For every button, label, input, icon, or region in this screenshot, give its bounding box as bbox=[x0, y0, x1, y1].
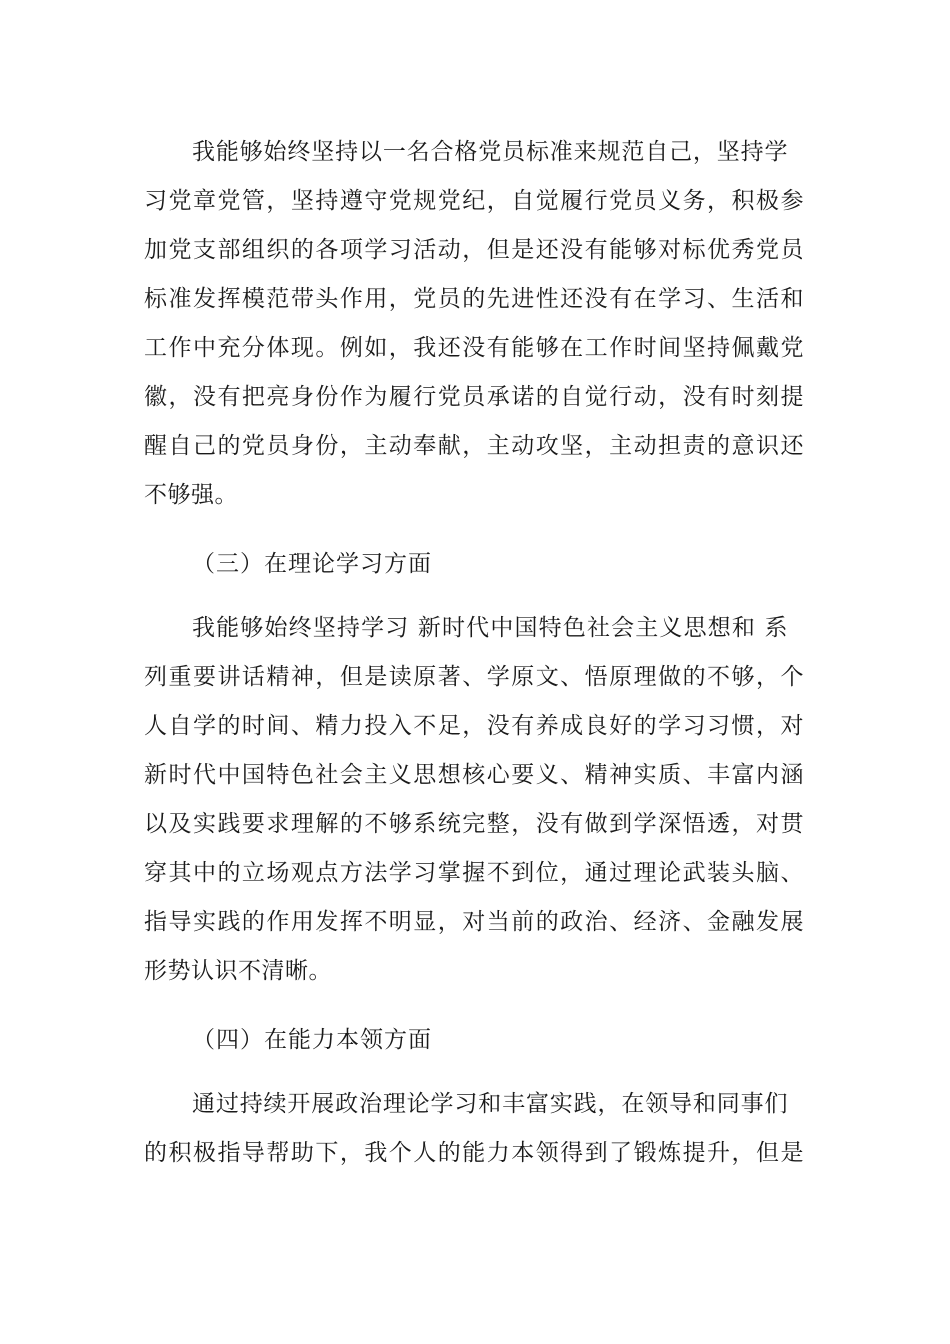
paragraph-line: 形势认识不清晰。 bbox=[144, 958, 332, 984]
paragraph-line: 我能够始终坚持以一名合格党员标准来规范自己，坚持学 bbox=[192, 139, 788, 165]
paragraph-line: 习党章党管，坚持遵守党规党纪，自觉履行党员义务，积极参 bbox=[144, 188, 804, 214]
paragraph-line: 以及实践要求理解的不够系统完整，没有做到学深悟透，对贯 bbox=[144, 811, 804, 837]
section-heading-ability: （四）在能力本领方面 bbox=[192, 1027, 432, 1053]
paragraph-line: 加党支部组织的各项学习活动，但是还没有能够对标优秀党员 bbox=[144, 237, 804, 263]
paragraph-line: 新时代中国特色社会主义思想核心要义、精神实质、丰富内涵 bbox=[144, 762, 804, 788]
section-heading-theory-study: （三）在理论学习方面 bbox=[192, 551, 432, 577]
paragraph-line: 指导实践的作用发挥不明显，对当前的政治、经济、金融发展 bbox=[144, 909, 804, 935]
paragraph-line: 不够强。 bbox=[144, 482, 238, 508]
paragraph-line: 穿其中的立场观点方法学习掌握不到位，通过理论武装头脑、 bbox=[144, 860, 804, 886]
paragraph-line: 人自学的时间、精力投入不足，没有养成良好的学习习惯，对 bbox=[144, 713, 804, 739]
paragraph-line: 工作中充分体现。例如，我还没有能够在工作时间坚持佩戴党 bbox=[144, 335, 804, 361]
paragraph-line: 醒自己的党员身份，主动奉献，主动攻坚，主动担责的意识还 bbox=[144, 433, 804, 459]
paragraph-line: 徽，没有把亮身份作为履行党员承诺的自觉行动，没有时刻提 bbox=[144, 384, 804, 410]
paragraph-line: 标准发挥模范带头作用，党员的先进性还没有在学习、生活和 bbox=[144, 286, 804, 312]
paragraph-line: 列重要讲话精神，但是读原著、学原文、悟原理做的不够，个 bbox=[144, 664, 804, 690]
paragraph-line: 我能够始终坚持学习 新时代中国特色社会主义思想和 系 bbox=[192, 615, 788, 641]
paragraph-line: 的积极指导帮助下，我个人的能力本领得到了锻炼提升，但是 bbox=[144, 1140, 804, 1166]
paragraph-line: 通过持续开展政治理论学习和丰富实践，在领导和同事们 bbox=[192, 1091, 788, 1117]
